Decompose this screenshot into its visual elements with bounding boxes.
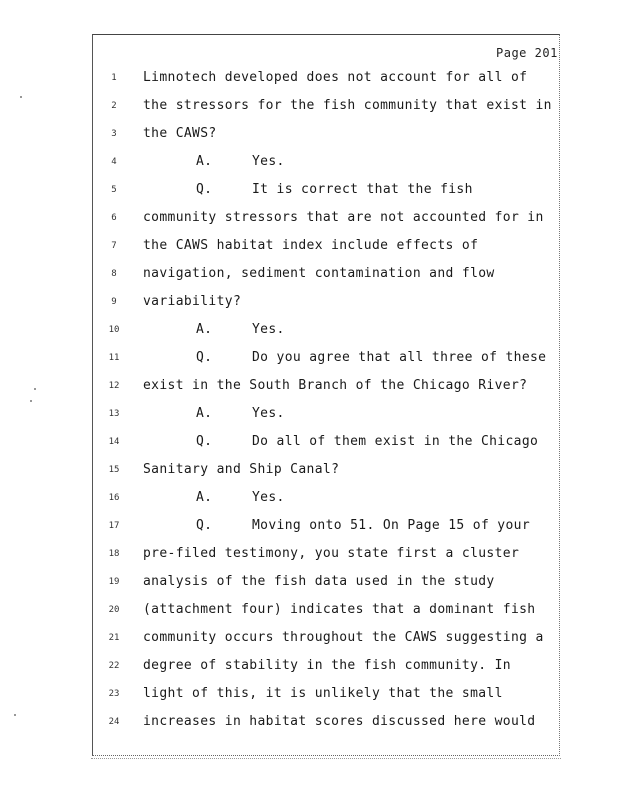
transcript-line (196, 182, 473, 197)
line-number: 10 (108, 325, 120, 335)
line-text: It is correct that the fish (252, 182, 473, 197)
line-number: 11 (108, 353, 120, 363)
transcript-line (143, 98, 552, 113)
line-text: pre-filed testimony, you state first a cluster (143, 546, 520, 561)
line-text: navigation, sediment contamination and flow (143, 266, 495, 281)
line-text: light of this, it is unlikely that the small (143, 686, 503, 701)
line-number: 15 (108, 465, 120, 475)
line-text: Yes. (252, 406, 285, 421)
line-number: 2 (111, 101, 117, 111)
line-text: (attachment four) indicates that a dominant fish (143, 602, 536, 617)
transcript-line (196, 154, 285, 169)
speaker-marker: A. (196, 154, 213, 169)
line-text: Moving onto 51. On Page 15 of your (252, 518, 531, 533)
line-number: 24 (108, 717, 120, 727)
transcript-line (143, 126, 217, 141)
line-number: 16 (108, 493, 120, 503)
line-text: Sanitary and Ship Canal? (143, 462, 340, 477)
line-number: 22 (108, 661, 120, 671)
line-text: increases in habitat scores discussed here would (143, 714, 536, 729)
transcript-page-frame (92, 34, 560, 756)
line-number: 23 (108, 689, 120, 699)
transcript-line (143, 294, 241, 309)
line-number: 5 (111, 185, 117, 195)
transcript-line (143, 546, 519, 561)
line-text: community occurs throughout the CAWS suggesting a (143, 630, 544, 645)
speaker-marker: Q. (196, 182, 213, 197)
transcript-line (143, 658, 511, 673)
transcript-line (143, 602, 535, 617)
line-text: Yes. (252, 154, 285, 169)
line-number: 17 (108, 521, 120, 531)
transcript-line (143, 462, 339, 477)
transcript-line (196, 322, 285, 337)
line-number: 20 (108, 605, 120, 615)
speaker-marker: A. (196, 490, 213, 505)
line-number: 7 (111, 241, 117, 251)
speaker-marker: Q. (196, 434, 213, 449)
transcript-line (196, 434, 538, 449)
speaker-marker: A. (196, 406, 213, 421)
line-number: 19 (108, 577, 120, 587)
line-number: 14 (108, 437, 120, 447)
line-text: exist in the South Branch of the Chicago River? (143, 378, 528, 393)
line-text: variability? (143, 294, 242, 309)
speaker-marker: A. (196, 322, 213, 337)
line-text: degree of stability in the fish community. In (143, 658, 511, 673)
page-number: Page 201 (496, 46, 558, 60)
line-text: analysis of the fish data used in the study (143, 574, 495, 589)
line-number: 18 (108, 549, 120, 559)
transcript-line (143, 266, 495, 281)
line-text: Limnotech developed does not account for all of (143, 70, 528, 85)
line-text: community stressors that are not accounted for in (143, 210, 544, 225)
speaker-marker: Q. (196, 350, 213, 365)
line-number: 12 (108, 381, 120, 391)
line-number: 9 (111, 297, 117, 307)
line-text: Do all of them exist in the Chicago (252, 434, 539, 449)
line-text: Yes. (252, 322, 285, 337)
line-number: 13 (108, 409, 120, 419)
line-number: 6 (111, 213, 117, 223)
line-number: 4 (111, 157, 117, 167)
transcript-line (143, 630, 544, 645)
line-number: 8 (111, 269, 117, 279)
transcript-line (196, 350, 546, 365)
line-number: 1 (111, 73, 117, 83)
line-text: the CAWS? (143, 126, 217, 141)
transcript-line (143, 574, 495, 589)
speaker-marker: Q. (196, 518, 213, 533)
transcript-line (143, 70, 527, 85)
line-text: the stressors for the fish community that exist in (143, 98, 552, 113)
line-text: the CAWS habitat index include effects of (143, 238, 479, 253)
transcript-line (143, 714, 535, 729)
transcript-line (143, 378, 527, 393)
line-number: 21 (108, 633, 120, 643)
scan-speck (34, 388, 36, 390)
transcript-line (143, 210, 544, 225)
line-text: Yes. (252, 490, 285, 505)
scan-speck (30, 400, 32, 402)
line-text: Do you agree that all three of these (252, 350, 547, 365)
transcript-line (196, 490, 285, 505)
line-number: 3 (111, 129, 117, 139)
scan-speck (20, 96, 22, 98)
transcript-line (143, 686, 503, 701)
transcript-line (196, 518, 530, 533)
scan-speck (14, 714, 16, 716)
transcript-line (196, 406, 285, 421)
transcript-line (143, 238, 478, 253)
